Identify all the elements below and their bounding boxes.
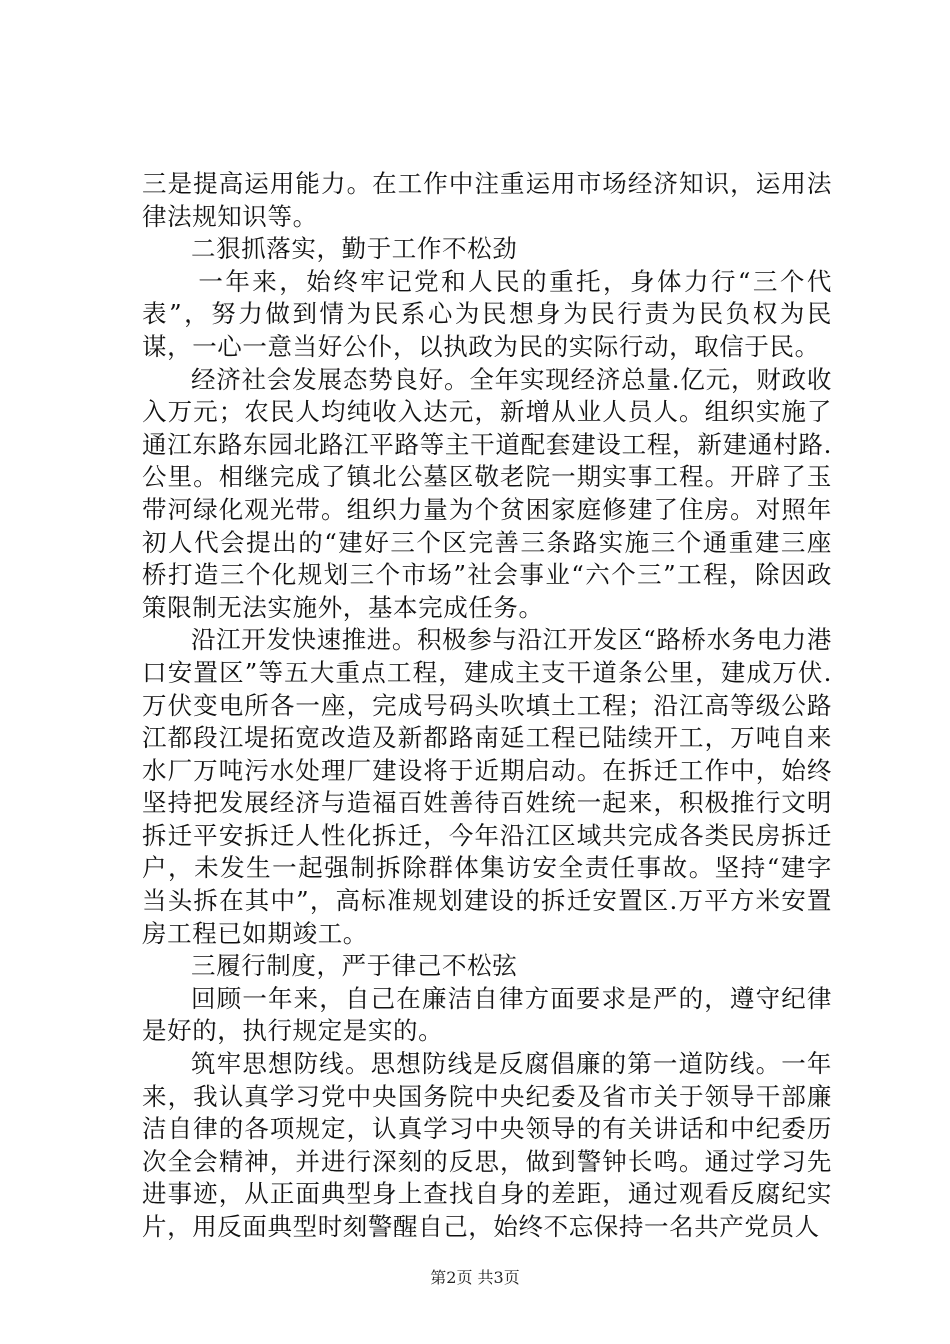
page-number-footer: 第2页 共3页 xyxy=(430,1268,520,1287)
paragraph: 经济社会发展态势良好。全年实现经济总量.亿元，财政收入万元；农民人均纯收入达元，新增从业人员人。组织实施了通江东路东园北路江平路等主干道配套建设工程，新建通村路.公里。相继完成了镇北公墓区敬老院一期实事工程。开辟了玉带河绿化观光带。组织力量为个贫困家庭修建了住房。对照年初人代会提出的“建好三个区完善三条路实施三个通重建三座桥打造三个化规划三个市场”社会事业“六个三”工程，除因政策限制无法实施外，基本完成任务。 xyxy=(142,364,832,622)
paragraph: 回顾一年来，自己在廉洁自律方面要求是严的，遵守纪律是好的，执行规定是实的。 xyxy=(142,983,832,1046)
document-body xyxy=(142,168,832,1244)
paragraph: 一年来，始终牢记党和人民的重托，身体力行“三个代表”，努力做到情为民系心为民想身为民行责为民负权为民谋，一心一意当好公仆，以执政为民的实际行动，取信于民。 xyxy=(142,266,832,361)
section-heading-3: 三履行制度，严于律己不松弦 xyxy=(191,951,518,981)
paragraph-continued: 三是提高运用能力。在工作中注重运用市场经济知识，运用法律法规知识等。 xyxy=(142,169,832,231)
section-heading-2: 二狠抓落实，勤于工作不松劲 xyxy=(191,234,518,264)
paragraph: 筑牢思想防线。思想防线是反腐倡廉的第一道防线。一年来，我认真学习党中央国务院中央纪委及省市关于领导干部廉洁自律的各项规定，认真学习中央领导的有关讲话和中纪委历次全会精神，并进行深刻的反思，做到警钟长鸣。通过学习先进事迹，从正面典型身上查找自身的差距，通过观看反腐纪实片，用反面典型时刻警醒自己，始终不忘保持一名共产党员人 xyxy=(142,1049,832,1241)
paragraph: 沿江开发快速推进。积极参与沿江开发区“路桥水务电力港口安置区”等五大重点工程，建成主支干道条公里，建成万伏.万伏变电所各一座，完成号码头吹填土工程；沿江高等级公路江都段江堤拓宽改造及新都路南延工程已陆续开工，万吨自来水厂万吨污水处理厂建设将于近期启动。在拆迁工作中，始终坚持把发展经济与造福百姓善待百姓统一起来，积极推行文明拆迁平安拆迁人性化拆迁，今年沿江区域共完成各类民房拆迁户，未发生一起强制拆除群体集访安全责任事故。坚持“建字当头拆在其中”，高标准规划建设的拆迁安置区.万平方米安置房工程已如期竣工。 xyxy=(142,625,832,948)
